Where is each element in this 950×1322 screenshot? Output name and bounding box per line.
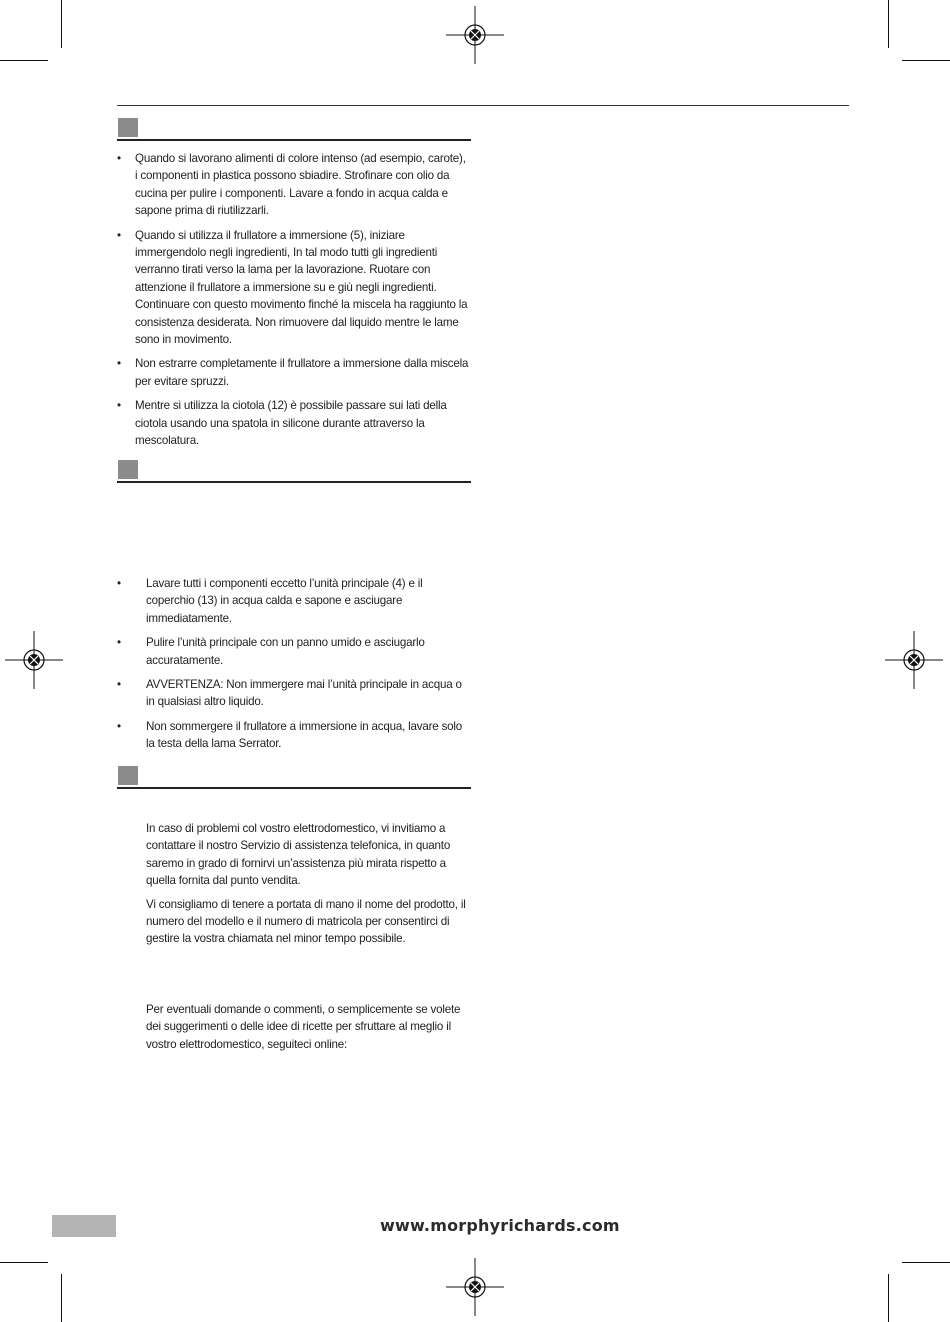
tips-list [117,150,471,457]
section-marker [118,460,138,479]
list-item-text: Mentre si utilizza la ciotola (12) è possibile passare sui lati della ciotola usando una spatola in silicone durante attraverso la mescolatura. [135,399,447,448]
bullet-icon: • [117,357,121,371]
list-item [117,676,471,711]
list-item [117,227,471,349]
list-item-text: Pulire l’unità principale con un panno umido e asciugarlo accuratamente. [146,636,425,667]
crop-mark [0,60,48,61]
section-marker [118,118,138,137]
list-item [117,718,471,753]
list-item-text: Quando si lavorano alimenti di colore intenso (ad esempio, carote), i componenti in plastica possono sbiadire. Strofinare con olio da cucina per pulire i componenti. Lavare a fondo in acqua calda e sapone prima di riutilizzarli. [135,152,466,218]
list-item-text: Quando si utilizza il frullatore a immersione (5), iniziare immergendolo negli ingredienti, In tal modo tutti gli ingredienti verranno tirati verso la lama per la lavorazione. Ruotare con attenzione il frullatore a immersione su e giù negli ingredienti. Continuare con questo movimento finché la miscela ha raggiunto la consistenza desiderata. Non rimuovere dal liquido mentre le lame sono in movimento. [135,228,468,347]
crop-mark [61,0,62,48]
support-paragraphs [146,820,474,954]
registration-mark-icon [446,1258,504,1316]
crop-mark [61,1274,62,1322]
online-paragraph [146,1001,474,1059]
crop-mark [902,60,950,61]
list-item [117,634,471,669]
list-item-text: Non sommergere il frullatore a immersione in acqua, lavare solo la testa della lama Serrator. [146,719,463,751]
list-item-text: AVVERTENZA: Non immergere mai l’unità principale in acqua o in qualsiasi altro liquido. [146,678,462,709]
list-item [117,397,471,449]
top-rule [117,105,849,106]
list-item-text: Lavare tutti i componenti eccetto l’unità principale (4) e il coperchio (13) in acqua calda e sapone e asciugare immediatamente. [146,577,423,625]
registration-mark-icon [446,6,504,64]
bullet-icon: • [117,678,121,692]
bullet-icon: • [117,399,121,413]
crop-mark [0,1262,48,1263]
crop-mark [888,0,889,48]
paragraph: Per eventuali domande o commenti, o semplicemente se volete dei suggerimenti o delle idee di ricette per sfruttare al meglio il vostro elettrodomestico, seguiteci online: [146,1003,461,1051]
bullet-icon: • [117,152,121,165]
crop-mark [888,1274,889,1322]
bullet-icon: • [117,228,121,242]
page-number-tab [52,1215,116,1237]
crop-mark [902,1262,950,1263]
section-header [117,117,471,141]
registration-mark-icon [885,631,943,689]
bullet-icon: • [117,577,121,590]
paragraph: Vi consigliamo di tenere a portata di mano il nome del prodotto, il numero del modello e il numero di matricola per consentirci di gestire la vostra chiamata nel minor tempo possibile. [146,897,466,946]
section-marker [118,766,138,785]
paragraph: In caso di problemi col vostro elettrodomestico, vi invitiamo a contattare il nostro Servizio di assistenza telefonica, in quanto saremo in grado di fornirvi un’assistenza più mirata rispetto a quella fornita dal punto vendita. [146,822,451,888]
list-item-text: Non estrarre completamente il frullatore a immersione dalla miscela per evitare spruzzi. [135,357,469,388]
list-item [117,575,471,627]
section-header [117,765,471,789]
bullet-icon: • [117,719,121,733]
bullet-icon: • [117,636,121,650]
list-item [117,355,471,390]
registration-mark-icon [5,631,63,689]
website-link: www.morphyrichards.com [380,1216,620,1235]
section-header [117,459,471,483]
cleaning-list [117,575,471,760]
list-item [117,150,471,220]
